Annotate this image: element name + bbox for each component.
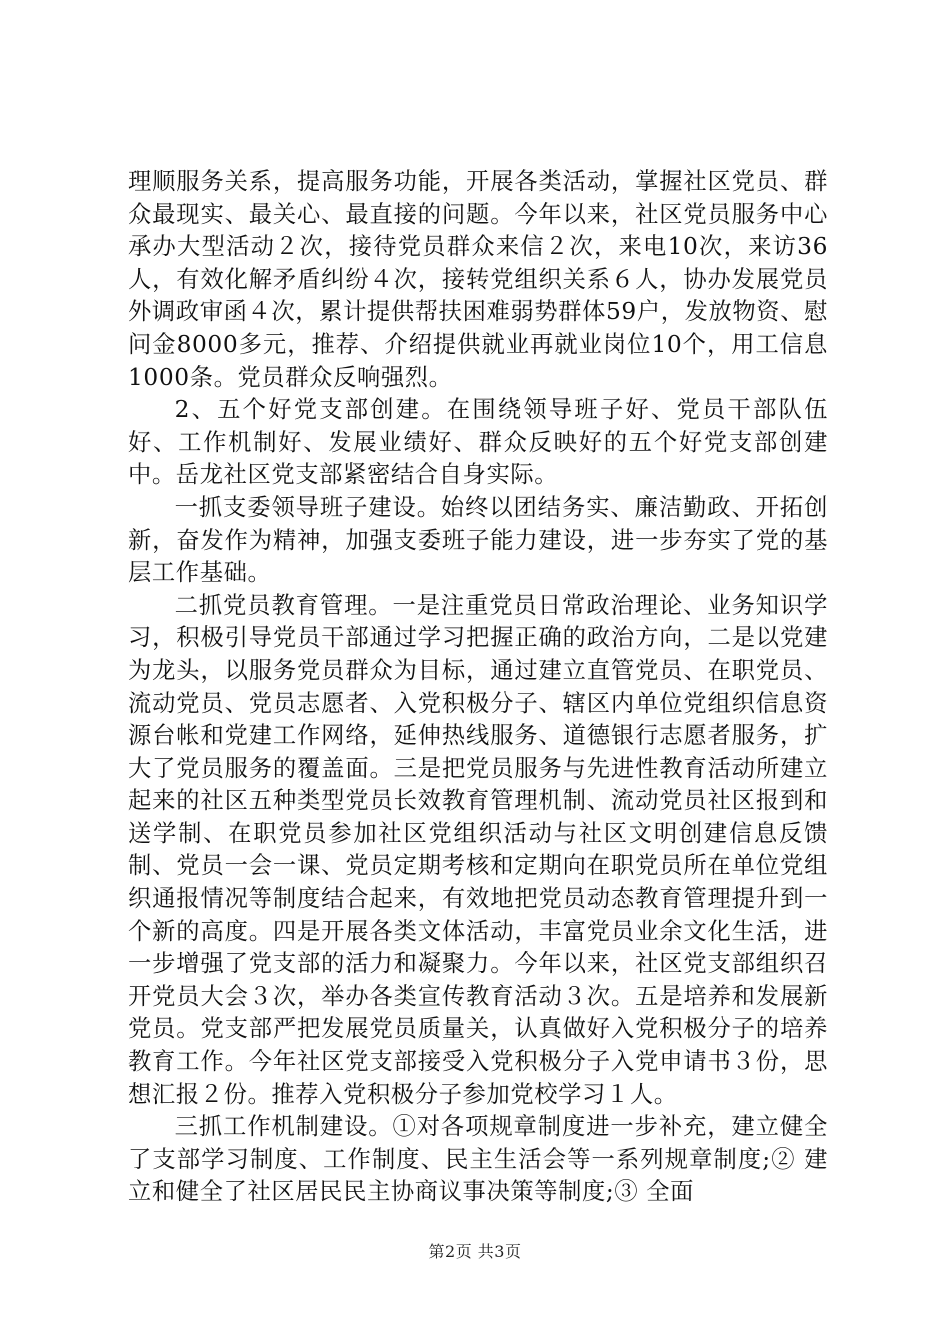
paragraph-service-relations: 理顺服务关系，提高服务功能，开展各类活动，掌握社区党员、群众最现实、最关心、最直接的问题。今年以来，社区党员服务中心承办大型活动２次，接待党员群众来信２次，来电10次，来访36人，有效化解矛盾纠纷４次，接转党组织关系６人，协办发展党员外调政审函４次，累计提供帮扶困难弱势群体59户，发放物资、慰问金8000多元，推荐、介绍提供就业再就业岗位10个，用工信息1000条。党员群众反响强烈。 — [128, 168, 828, 391]
paragraph-five-good-branches: 2、五个好党支部创建。在围绕领导班子好、党员干部队伍好、工作机制好、发展业绩好、群众反映好的五个好党支部创建中。岳龙社区党支部紧密结合自身实际。 — [128, 396, 828, 489]
paragraph-work-mechanism: 三抓工作机制建设。①对各项规章制度进一步补充，建立健全了支部学习制度、工作制度、民主生活会等一系列规章制度;② 建立和健全了社区居民民主协商议事决策等制度;③ 全面 — [128, 1113, 828, 1206]
document-body — [128, 166, 828, 1209]
page-footer: 第2页 共3页 — [428, 1242, 522, 1261]
paragraph-member-education: 二抓党员教育管理。一是注重党员日常政治理论、业务知识学习，积极引导党员干部通过学习把握正确的政治方向，二是以党建为龙头，以服务党员群众为目标，通过建立直管党员、在职党员、流动党员、党员志愿者、入党积极分子、辖区内单位党组织信息资源台帐和党建工作网络，延伸热线服务、道德银行志愿者服务，扩大了党员服务的覆盖面。三是把党员服务与先进性教育活动所建立起来的社区五种类型党员长效教育管理机制、流动党员社区报到和送学制、在职党员参加社区党组织活动与社区文明创建信息反馈制、党员一会一课、党员定期考核和定期向在职党员所在单位党组织通报情况等制度结合起来，有效地把党员动态教育管理提升到一个新的高度。四是开展各类文体活动，丰富党员业余文化生活，进一步增强了党支部的活力和凝聚力。今年以来，社区党支部组织召开党员大会３次，举办各类宣传教育活动３次。五是培养和发展新党员。党支部严把发展党员质量关，认真做好入党积极分子的培养教育工作。今年社区党支部接受入党积极分子入党申请书３份，思想汇报２份。推荐入党积极分子参加党校学习１人。 — [128, 591, 828, 1108]
paragraph-committee-building: 一抓支委领导班子建设。始终以团结务实、廉洁勤政、开拓创新，奋发作为精神，加强支委班子能力建设，进一步夯实了党的基层工作基础。 — [128, 493, 828, 587]
